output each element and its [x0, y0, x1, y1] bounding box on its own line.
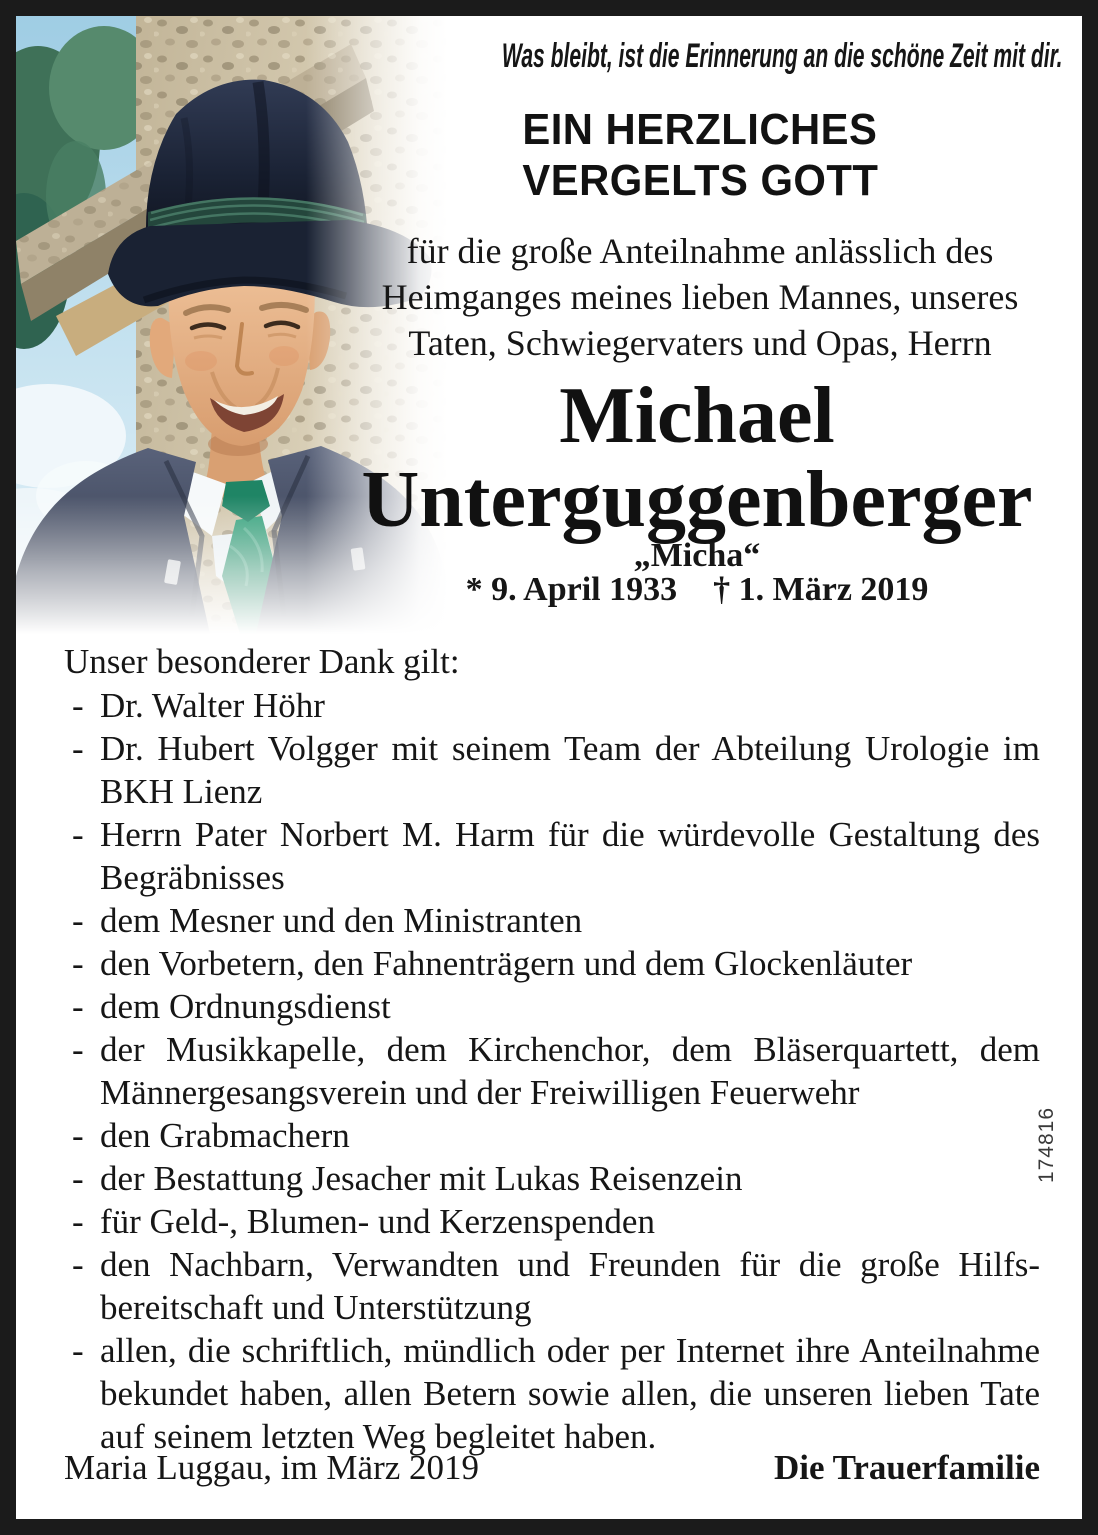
thanks-item-text: der Musikkapelle, dem Kirchenchor, dem Bläserquartett, dem Männergesangsverein und der Freiwilligen Feuerwehr	[100, 1030, 1040, 1112]
birth-date: * 9. April 1933	[465, 571, 678, 608]
footer	[64, 1448, 1040, 1488]
thanks-item-text: den Nachbarn, Verwandten und Freunden für die große Hilfsbereitschaft und Unterstützung	[100, 1245, 1040, 1327]
thanks-item-text: Dr. Walter Höhr	[100, 686, 325, 725]
thanks-item	[64, 899, 1040, 942]
thanks-item	[64, 942, 1040, 985]
thanks-item	[64, 985, 1040, 1028]
death-date: † 1. März 2019	[713, 571, 929, 608]
deceased-first-name: Michael	[559, 372, 835, 460]
deceased-nickname: „Micha“	[633, 537, 761, 574]
deceased-last-name: Unterguggenberger	[361, 456, 1033, 544]
heading	[330, 104, 1070, 206]
heading-line-1: EIN HERZLICHES	[522, 105, 878, 154]
thanks-item	[64, 684, 1040, 727]
list-dash-marker: -	[72, 815, 84, 854]
thanks-item-text: Herrn Pater Norbert M. Harm für die würdevolle Gestaltung des Begräbnisses	[100, 815, 1040, 897]
thanks-item-text: den Vorbetern, den Fahnenträgern und dem Glockenläuter	[100, 944, 913, 983]
heading-line-2: VERGELTS GOTT	[521, 156, 879, 205]
list-dash-marker: -	[72, 1030, 84, 1069]
list-dash-marker: -	[72, 729, 84, 768]
life-dates	[312, 572, 1082, 608]
intro-line-3: Taten, Schwiegervaters und Opas, Herrn	[408, 323, 992, 363]
list-dash-marker: -	[72, 1159, 84, 1198]
list-dash-marker: -	[72, 987, 84, 1026]
deceased-name	[312, 374, 1082, 542]
memorial-quote	[330, 36, 1070, 76]
thanks-item-text: Dr. Hubert Volgger mit seinem Team der Abteilung Urologie im BKH Lienz	[100, 729, 1040, 811]
thanks-item	[64, 727, 1040, 813]
thanks-item	[64, 1157, 1040, 1200]
list-dash-marker: -	[72, 1202, 84, 1241]
thanks-item	[64, 1329, 1040, 1458]
reference-number: 174816	[1035, 1106, 1058, 1184]
thanks-item-text: den Grabmachern	[100, 1116, 350, 1155]
list-dash-marker: -	[72, 686, 84, 725]
intro-line-2: Heimganges meines lieben Mannes, unseres	[381, 277, 1019, 317]
list-dash-marker: -	[72, 1331, 84, 1370]
thanks-item	[64, 1200, 1040, 1243]
intro-line-1: für die große Anteilnahme anlässlich des	[406, 231, 994, 271]
thanks-item	[64, 1114, 1040, 1157]
thanks-item	[64, 1028, 1040, 1114]
thanks-item-text: der Bestattung Jesacher mit Lukas Reisenzein	[100, 1159, 743, 1198]
list-dash-marker: -	[72, 944, 84, 983]
list-dash-marker: -	[72, 1245, 84, 1284]
list-dash-marker: -	[72, 1116, 84, 1155]
footer-place-date: Maria Luggau, im März 2019	[64, 1448, 480, 1487]
list-dash-marker: -	[72, 901, 84, 940]
thanks-item-text: allen, die schriftlich, mündlich oder per Internet ihre Anteilnahme bekundet haben, allen Betern sowie allen, die unseren lieben Tate auf seinem letzten Weg begleitet haben.	[100, 1331, 1040, 1456]
intro-paragraph	[330, 228, 1070, 366]
memorial-quote-text: Was bleibt, ist die Erinnerung an die schöne Zeit mit dir.	[501, 37, 1063, 75]
thanks-item	[64, 1243, 1040, 1329]
footer-signature: Die Trauerfamilie	[774, 1448, 1040, 1487]
thanks-item-text: dem Mesner und den Ministranten	[100, 901, 583, 940]
thanks-item-text: für Geld-, Blumen- und Kerzenspenden	[100, 1202, 655, 1241]
thanks-item-text: dem Ordnungsdienst	[100, 987, 391, 1026]
thanks-intro: Unser besonderer Dank gilt:	[64, 642, 460, 681]
thanks-item	[64, 813, 1040, 899]
thanks-section	[64, 640, 1040, 1458]
